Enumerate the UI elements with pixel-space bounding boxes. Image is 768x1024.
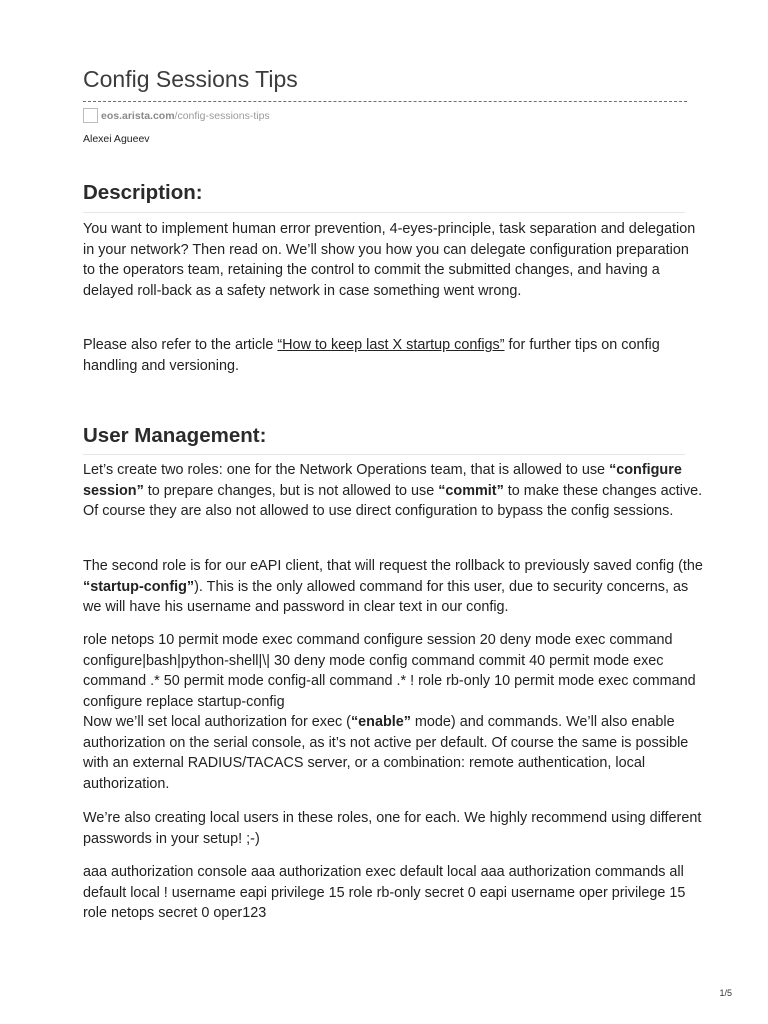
description-paragraph-2: [83, 335, 703, 376]
user-management-rule: [83, 454, 685, 455]
startup-configs-article-link[interactable]: “How to keep last X startup configs”: [277, 337, 505, 353]
title-dashed-divider: [83, 101, 687, 102]
author-name: Alexei Agueev: [83, 133, 150, 145]
user-management-paragraph-2: [83, 556, 703, 618]
user-management-paragraph-4: We’re also creating local users in these roles, one for each. We highly recommend using different passwords in your setup! ;-): [83, 810, 702, 847]
um-p1-text: Let’s create two roles: one for the Network Operations team, that is allowed to use: [83, 462, 610, 478]
source-domain: eos.arista.com: [101, 109, 175, 122]
source-url[interactable]: [101, 110, 270, 122]
description-p2-text-after: for further tips on config handling and versioning.: [83, 337, 660, 374]
um-p2-text: ). This is the only allowed command for this user, due to security concerns, as we will have his username and password in clear text in our config.: [83, 578, 689, 616]
description-rule: [83, 212, 685, 213]
role-config-block: role netops 10 permit mode exec command configure session 20 deny mode exec command configure|bash|python-shell|\| 30 deny mode config command commit 40 permit mode exec command .* 50 permit mode config-all command .* ! role rb-only 10 permit mode exec command configure replace startup-config: [83, 632, 696, 710]
um-p2-text: The second role is for our eAPI client, that will request the rollback to previously saved config (the: [83, 558, 703, 574]
page-title: Config Sessions Tips: [83, 66, 298, 92]
um-p1-text: to make these changes active. Of course they are also not allowed to use direct configuration to bypass the config sessions.: [83, 482, 703, 520]
um-p1-text: to prepare changes, but is not allowed to use: [143, 482, 439, 499]
aaa-config-block: aaa authorization console aaa authorization exec default local aaa authorization commands all default local ! username eapi privilege 15 role rb-only secret 0 eapi username oper privilege 15 role netops secret 0 oper123: [83, 864, 686, 922]
user-management-heading: User Management:: [83, 424, 267, 447]
user-management-paragraph-3: [83, 712, 703, 794]
enable-term: “enable”: [350, 714, 411, 730]
site-favicon-icon: [83, 108, 98, 123]
page-number: 1/5: [719, 988, 732, 998]
commit-term: “commit”: [438, 482, 504, 499]
source-link[interactable]: [83, 107, 270, 124]
um-p3-text: mode) and commands. We’ll also enable authorization on the serial console, as it’s not active per default. Of course the same is possible with an external RADIUS/TACACS server, or a combination: remote authentication, local authorization.: [83, 714, 689, 792]
um-p3-text: Now we’ll set local authorization for exec (: [83, 714, 351, 730]
source-path: /config-sessions-tips: [174, 109, 270, 122]
description-p2-text-before: Please also refer to the article: [83, 337, 278, 353]
description-heading: Description:: [83, 181, 203, 204]
startup-config-term: “startup-config”: [83, 578, 195, 595]
configure-session-term: “configure session”: [83, 462, 682, 499]
description-paragraph-1: You want to implement human error prevention, 4-eyes-principle, task separation and delegation in your network? Then read on. We’ll show you how you can delegate configuration preparation to the operators team, retaining the control to commit the submitted changes, and having a delayed roll-back as a safety network in case something went wrong.: [83, 221, 696, 299]
user-management-paragraph-1: [83, 460, 703, 522]
